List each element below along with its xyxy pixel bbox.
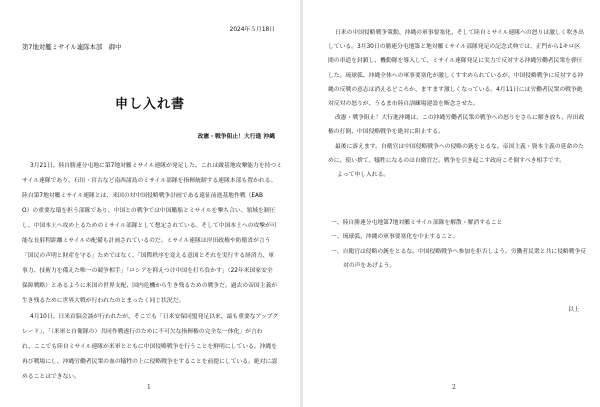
page-number: 2 (452, 384, 456, 391)
text-line: レード」、「（米軍と自衛隊の）共同作戦遂行のために不可欠な指揮権の完全な一体化」が言わ (22, 329, 263, 335)
text-line: 日米の中国侵略戦争策動、沖縄の軍事要塞化、そして陸自ミサイル連隊への怒りは激しく吹き出 (335, 30, 584, 36)
text-line: 間の車道を封鎖し、機動隊を導入して、ミサイル連隊発足に実力で反対する沖縄労働者民衆を弾圧 (328, 58, 583, 65)
sender: 改憲・戦争阻止！大行進 沖縄 (197, 134, 275, 140)
demand-item: 一、琉球弧、沖縄の軍事要塞化を中止すること。 (331, 234, 459, 240)
text-line: 縄の反戦の意志は消えるどころか、ますます激しくなっている。4月11日には労働者民衆の戦争絶 (328, 86, 583, 93)
document-title: 申し入れ書 (114, 97, 185, 112)
text-line: めに、使い捨て、犠牲になるのは自衛官だ。戦争を引き起こす政府こそ倒すべき相手です。 (328, 158, 565, 165)
text-line: した。琉球弧、沖縄全体への軍事要塞化が激しくすすめられているが、中国侵略戦争に反対する沖 (328, 72, 584, 79)
text-line: 「国民の声明と財産を守る」ためではなく、「国際秩序を変える意図とそれを実行する経済力、軍 (22, 253, 275, 259)
document-page-2 (303, 0, 600, 407)
text-line: 権の打倒、中国侵略戦争を絶対に阻止する。 (328, 129, 444, 136)
text-line: 生き残るために世界大戦が行われたのとまったく同じ状況だ。 (22, 298, 185, 304)
text-line: し、中国本土へ攻め上るためのミサイル部隊として想定されている。そして中国本土への攻撃が可 (22, 223, 277, 229)
text-line: 再び戦場にし、沖縄労働者民衆の血の犠牲の上に侵略戦争をすることを前提にしている。絶対に認 (22, 359, 278, 365)
demand-item: 対の声をあげよう。 (343, 263, 396, 269)
text-line: サイル連隊であり、石垣・宮古など南西諸島のミサイル部隊を指揮統制する連隊本部も置かれる。 (22, 178, 277, 184)
text-line: している。3月30日の勝連分屯地第と地対艦ミサイル部隊発足の記念式典では、正門から1キロ区 (328, 44, 581, 51)
text-line: O）の重要な環を担う部隊であり、中国との戦争では中国艦船とミサイルを撃ち合い、領域を制圧 (22, 208, 276, 214)
text-line: 改憲・戦争阻止！大行進沖縄は、この沖縄労働者民衆の戦争への怒りをさらに解き放ち、岸田政 (335, 115, 585, 121)
demand-item: 一、自衛官は侵略の銃をとるな。中国侵略戦争へ参加を拒否しよう。労働者民衆と共に侵略戦争反 (331, 249, 587, 255)
demand-item: 一、陸自勝連分屯地第7地対艦ミサイル部隊を解散・解消すること (331, 220, 503, 226)
text-line: 保障戦略）とあるように米国の世界支配、国内危機から生き残るための戦争だ。過去の帝国主義が (22, 283, 278, 289)
text-line: 最後に訴えます。自衛官は中国侵略戦争への侵略の銃をとるな。帝国主義・資本主義の延命のた (335, 144, 584, 150)
closing-line: よって申し入れる。 (337, 172, 390, 178)
end-mark: 以上 (568, 307, 580, 313)
text-line: 陸自第7地対艦ミサイル連隊とは、米国の対中国侵略戦争計画である遠征前進基地作戦（EAB (22, 193, 263, 199)
text-line: 能な長射程距離ミサイルの配備も計画されているのだ。ミサイル連隊は岸田政権や防衛省が言う (22, 238, 271, 244)
text-line: 対反対の怒りが、うるま市陸自訓練場建設を断念させた。 (328, 101, 479, 107)
letter-date: 2024年５月18日 (229, 27, 275, 33)
text-line: めることはできない。 (22, 374, 80, 380)
text-line: 事力、技術力を備えた唯一の競争相手」「ロシアを抑えつけ中国を打ち負かす」（22年米国家安全 (22, 268, 273, 274)
addressee: 第7地対艦ミサイル連隊本部 御中 (22, 43, 122, 51)
text-line: 4月10日、日米首脳会談が行われたが、そこでも「日米安保同盟発足以来、最も重要なアップグ (30, 314, 279, 320)
page-number: 1 (147, 384, 151, 391)
text-line: 3月21日、陸自勝連分屯地に第7地対艦ミサイル連隊が発足した。これは敵基地攻撃能力を持つミ (30, 163, 283, 169)
text-line: れ、ここでも陸自ミサイル連隊が米軍とともに中国侵略戦争を行うことを鮮明にしている。沖縄を (22, 344, 278, 350)
